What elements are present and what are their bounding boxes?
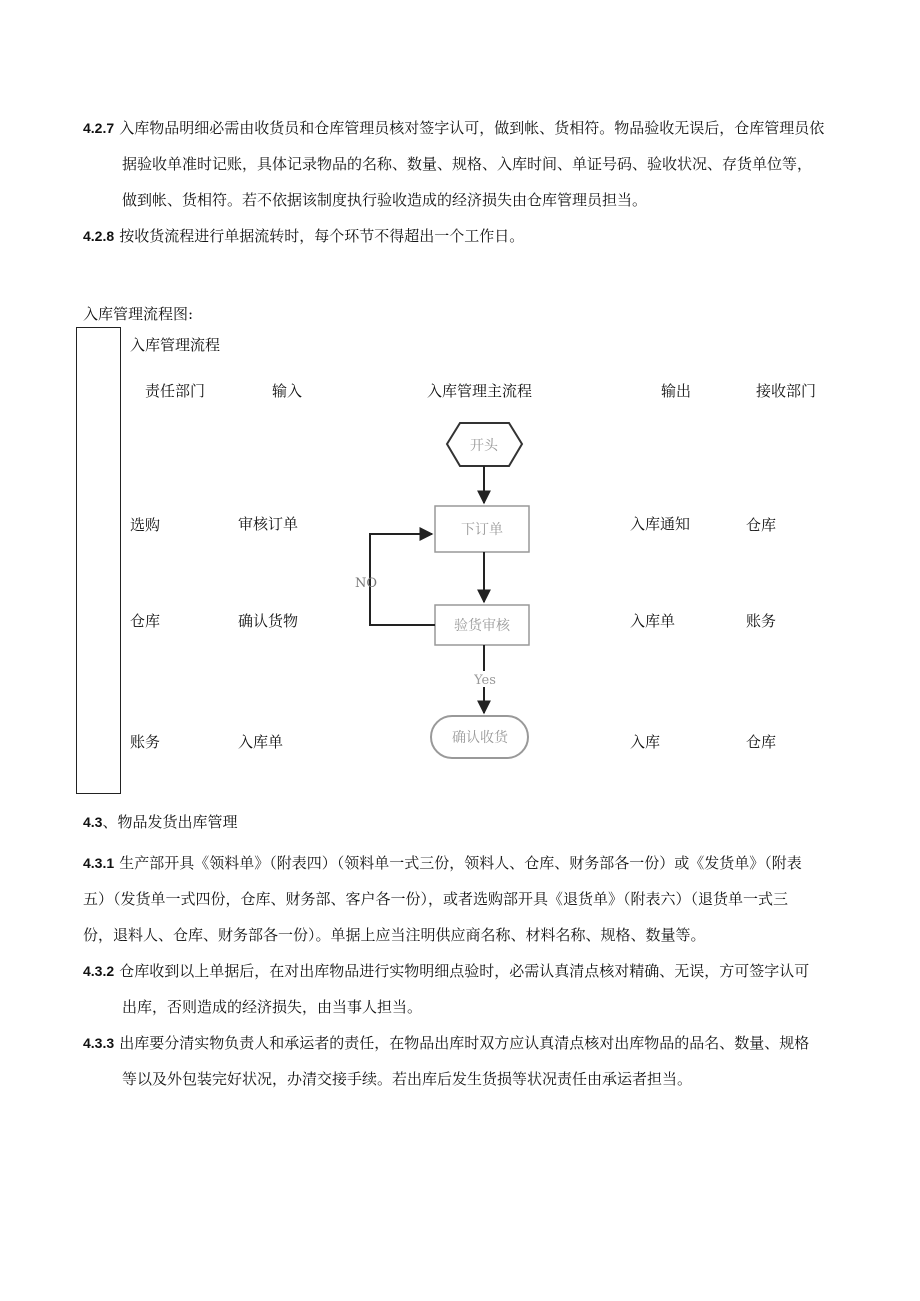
- start-node-label: 开头: [470, 438, 498, 454]
- inspect-node-label: 验货审核: [454, 618, 510, 634]
- paragraph-line: 五）（发货单一式四份，仓库、财务部、客户各一份），或者选购部开具《退货单》（附表六）（退货单一式三: [83, 890, 789, 908]
- flowchart-caption: 入库管理流程图:: [83, 305, 194, 323]
- arrow-no-loop: [370, 534, 435, 625]
- row-output: 入库通知: [630, 515, 691, 533]
- yes-label: Yes: [474, 673, 496, 688]
- row-dept: 账务: [130, 733, 161, 751]
- order-node-label: 下订单: [461, 522, 503, 538]
- row-input: 审核订单: [238, 515, 299, 533]
- header-dept: 责任部门: [145, 382, 206, 400]
- section-number: 4.2.7: [83, 120, 115, 136]
- row-receiver: 仓库: [746, 733, 777, 751]
- paragraph-line: 出库，否则造成的经济损失，由当事人担当。: [122, 998, 423, 1016]
- row-dept: 选购: [130, 516, 161, 534]
- row-output: 入库: [630, 733, 661, 751]
- paragraph-line: 出库要分清实物负责人和承运者的责任，在物品出库时双方应认真清点核对出库物品的品名、数量、规格: [119, 1034, 810, 1052]
- section-number: 4.3.1: [83, 855, 115, 871]
- paragraph-line: 据验收单准时记账，具体记录物品的名称、数量、规格、入库时间、单证号码、验收状况、存货单位等，: [122, 155, 813, 173]
- paragraph-line: 入库物品明细必需由收货员和仓库管理员核对签字认可，做到帐、货相符。物品验收无误后，仓库管理员依: [119, 119, 825, 137]
- row-input: 入库单: [238, 733, 284, 751]
- section-number: 4.2.8: [83, 228, 115, 244]
- header-output: 输出: [661, 382, 692, 400]
- section-4-3-1: [83, 845, 802, 881]
- section-title: 、物品发货出库管理: [102, 813, 238, 831]
- paragraph-line: 做到帐、货相符。若不依据该制度执行验收造成的经济损失由仓库管理员担当。: [122, 191, 648, 209]
- section-number: 4.3.3: [83, 1035, 115, 1051]
- row-input: 确认货物: [238, 612, 299, 630]
- paragraph-line: 生产部开具《领料单》（附表四）（领料单一式三份，领料人、仓库、财务部各一份）或《发货单》（附表: [119, 854, 802, 872]
- section-number: 4.3: [83, 814, 103, 830]
- paragraph-line: 份，退料人、仓库、财务部各一份）。单据上应当注明供应商名称、材料名称、规格、数量等。: [83, 926, 706, 944]
- no-label: NO: [354, 576, 378, 591]
- row-dept: 仓库: [130, 612, 161, 630]
- header-receiver: 接收部门: [756, 382, 817, 400]
- flowchart-title: 入库管理流程: [130, 336, 221, 354]
- section-4-3-3: [83, 1025, 809, 1061]
- confirm-node-label: 确认收货: [452, 730, 508, 746]
- paragraph-line: 按收货流程进行单据流转时，每个环节不得超出一个工作日。: [119, 227, 525, 245]
- paragraph-line: 仓库收到以上单据后，在对出库物品进行实物明细点验时，必需认真清点核对精确、无误，方可签字认可: [119, 962, 810, 980]
- section-4-3: [83, 804, 237, 840]
- header-main-flow: 入库管理主流程: [427, 382, 533, 400]
- row-receiver: 仓库: [746, 516, 777, 534]
- header-input: 输入: [272, 382, 303, 400]
- paragraph-line: 等以及外包装完好状况，办清交接手续。若出库后发生货损等状况责任由承运者担当。: [122, 1070, 693, 1088]
- section-number: 4.3.2: [83, 963, 115, 979]
- row-output: 入库单: [630, 612, 676, 630]
- row-receiver: 账务: [746, 612, 777, 630]
- section-4-3-2: [83, 953, 809, 989]
